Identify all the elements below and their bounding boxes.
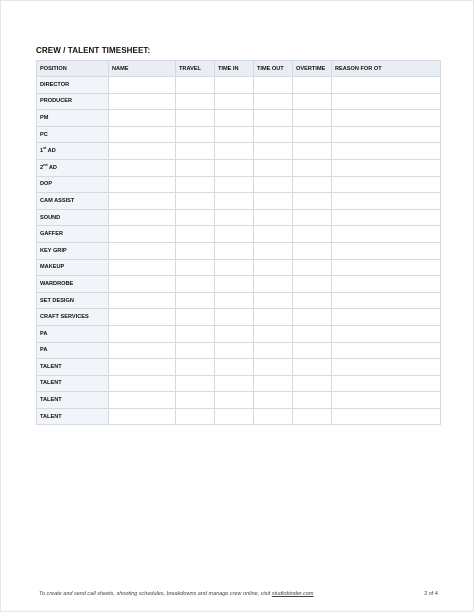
name-cell[interactable] [109, 143, 176, 160]
header-row [37, 61, 441, 77]
position-label: KEY GRIP [40, 247, 67, 254]
time-in-cell[interactable] [215, 359, 254, 376]
travel-cell[interactable] [176, 77, 215, 94]
time-out-cell[interactable] [254, 408, 293, 425]
time-in-cell[interactable] [215, 209, 254, 226]
table-row [37, 276, 441, 293]
name-cell[interactable] [109, 309, 176, 326]
col-time-out: TIME OUT [254, 61, 293, 77]
reason-cell[interactable] [332, 110, 441, 127]
time-out-cell[interactable] [254, 159, 293, 176]
reason-cell[interactable] [332, 176, 441, 193]
time-out-cell[interactable] [254, 325, 293, 342]
position-label: DIRECTOR [40, 81, 70, 88]
position-cell [37, 159, 109, 176]
travel-cell[interactable] [176, 242, 215, 259]
ordinal-suffix: nd [43, 162, 48, 167]
position-label: PRODUCER [40, 98, 73, 105]
table-row [37, 359, 441, 376]
reason-cell[interactable] [332, 292, 441, 309]
time-in-cell[interactable] [215, 159, 254, 176]
position-label: MAKEUP [40, 264, 65, 271]
time-in-cell[interactable] [215, 77, 254, 94]
time-in-cell[interactable] [215, 259, 254, 276]
name-cell[interactable] [109, 259, 176, 276]
travel-cell[interactable] [176, 276, 215, 293]
overtime-cell[interactable] [293, 342, 332, 359]
name-cell[interactable] [109, 242, 176, 259]
position-label-tail: AD [47, 164, 57, 171]
time-out-cell[interactable] [254, 209, 293, 226]
travel-cell[interactable] [176, 93, 215, 110]
reason-cell[interactable] [332, 408, 441, 425]
position-cell [37, 375, 109, 392]
name-cell[interactable] [109, 375, 176, 392]
col-overtime: OVERTIME [293, 61, 332, 77]
position-label: SET DESIGN [40, 297, 74, 304]
time-in-cell[interactable] [215, 276, 254, 293]
footer-link[interactable]: studiobinder.com [271, 591, 314, 597]
travel-cell[interactable] [176, 392, 215, 409]
position-cell [37, 93, 109, 110]
overtime-cell[interactable] [293, 242, 332, 259]
name-cell[interactable] [109, 392, 176, 409]
col-reason-for-ot: REASON FOR OT [332, 61, 441, 77]
reason-cell[interactable] [332, 209, 441, 226]
time-out-cell[interactable] [254, 93, 293, 110]
table-row [37, 408, 441, 425]
table-row [37, 93, 441, 110]
time-in-cell[interactable] [215, 375, 254, 392]
name-cell[interactable] [109, 359, 176, 376]
reason-cell[interactable] [332, 93, 441, 110]
time-out-cell[interactable] [254, 359, 293, 376]
position-cell [37, 226, 109, 243]
time-in-cell[interactable] [215, 242, 254, 259]
table-row [37, 342, 441, 359]
overtime-cell[interactable] [293, 325, 332, 342]
name-cell[interactable] [109, 292, 176, 309]
time-out-cell[interactable] [254, 392, 293, 409]
time-in-cell[interactable] [215, 176, 254, 193]
time-out-cell[interactable] [254, 276, 293, 293]
position-label: TALENT [40, 363, 62, 370]
travel-cell[interactable] [176, 226, 215, 243]
name-cell[interactable] [109, 226, 176, 243]
reason-cell[interactable] [332, 226, 441, 243]
time-in-cell[interactable] [215, 325, 254, 342]
reason-cell[interactable] [332, 276, 441, 293]
overtime-cell[interactable] [293, 93, 332, 110]
reason-cell[interactable] [332, 126, 441, 143]
footer-text: To create and send call sheets, shooting schedules, breakdowns and manage crew online, visit [39, 591, 272, 597]
position-cell [37, 110, 109, 127]
position-label: CAM ASSIST [40, 197, 75, 204]
name-cell[interactable] [109, 325, 176, 342]
name-cell[interactable] [109, 276, 176, 293]
time-out-cell[interactable] [254, 242, 293, 259]
time-out-cell[interactable] [254, 143, 293, 160]
time-in-cell[interactable] [215, 408, 254, 425]
name-cell[interactable] [109, 110, 176, 127]
position-cell [37, 143, 109, 160]
position-cell [37, 126, 109, 143]
reason-cell[interactable] [332, 77, 441, 94]
travel-cell[interactable] [176, 359, 215, 376]
position-label-tail: AD [46, 148, 56, 155]
position-label: SOUND [40, 214, 61, 221]
travel-cell[interactable] [176, 292, 215, 309]
table-row [37, 209, 441, 226]
overtime-cell[interactable] [293, 392, 332, 409]
ordinal-suffix: st [43, 146, 47, 151]
position-cell [37, 309, 109, 326]
time-in-cell[interactable] [215, 193, 254, 210]
col-travel: TRAVEL [176, 61, 215, 77]
footer-note [39, 591, 441, 597]
position-label: TALENT [40, 413, 62, 420]
name-cell[interactable] [109, 193, 176, 210]
travel-cell[interactable] [176, 408, 215, 425]
position-cell [37, 242, 109, 259]
position-cell [37, 325, 109, 342]
table-row [37, 292, 441, 309]
reason-cell[interactable] [332, 375, 441, 392]
time-out-cell[interactable] [254, 126, 293, 143]
table-row [37, 159, 441, 176]
table-row [37, 325, 441, 342]
position-label: CRAFT SERVICES [40, 314, 89, 321]
position-cell [37, 408, 109, 425]
position-label: GAFFER [40, 231, 63, 238]
overtime-cell[interactable] [293, 226, 332, 243]
position-label: PA [40, 347, 48, 354]
overtime-cell[interactable] [293, 408, 332, 425]
time-in-cell[interactable] [215, 342, 254, 359]
overtime-cell[interactable] [293, 309, 332, 326]
travel-cell[interactable] [176, 342, 215, 359]
reason-cell[interactable] [332, 309, 441, 326]
reason-cell[interactable] [332, 392, 441, 409]
timesheet-title: CREW / TALENT TIMESHEET: [36, 46, 151, 55]
time-in-cell[interactable] [215, 309, 254, 326]
position-cell [37, 276, 109, 293]
reason-cell[interactable] [332, 259, 441, 276]
reason-cell[interactable] [332, 159, 441, 176]
reason-cell[interactable] [332, 193, 441, 210]
position-cell [37, 292, 109, 309]
position-label: TALENT [40, 380, 62, 387]
table-row [37, 126, 441, 143]
name-cell[interactable] [109, 209, 176, 226]
overtime-cell[interactable] [293, 110, 332, 127]
table-row [37, 193, 441, 210]
timesheet-table [36, 60, 441, 425]
position-label: PA [40, 330, 48, 337]
overtime-cell[interactable] [293, 375, 332, 392]
overtime-cell[interactable] [293, 77, 332, 94]
table-row [37, 259, 441, 276]
table-row [37, 375, 441, 392]
name-cell[interactable] [109, 159, 176, 176]
position-label: 1 [40, 148, 44, 155]
time-in-cell[interactable] [215, 93, 254, 110]
overtime-cell[interactable] [293, 159, 332, 176]
overtime-cell[interactable] [293, 193, 332, 210]
name-cell[interactable] [109, 93, 176, 110]
time-out-cell[interactable] [254, 375, 293, 392]
travel-cell[interactable] [176, 110, 215, 127]
name-cell[interactable] [109, 126, 176, 143]
overtime-cell[interactable] [293, 276, 332, 293]
name-cell[interactable] [109, 176, 176, 193]
time-out-cell[interactable] [254, 110, 293, 127]
page-number: 2 of 4 [424, 591, 438, 597]
position-label: WARDROBE [40, 280, 74, 287]
travel-cell[interactable] [176, 159, 215, 176]
name-cell[interactable] [109, 77, 176, 94]
position-cell [37, 193, 109, 210]
table-row [37, 309, 441, 326]
name-cell[interactable] [109, 408, 176, 425]
col-time-in: TIME IN [215, 61, 254, 77]
position-cell [37, 176, 109, 193]
overtime-cell[interactable] [293, 143, 332, 160]
reason-cell[interactable] [332, 143, 441, 160]
travel-cell[interactable] [176, 126, 215, 143]
travel-cell[interactable] [176, 325, 215, 342]
time-out-cell[interactable] [254, 226, 293, 243]
overtime-cell[interactable] [293, 209, 332, 226]
reason-cell[interactable] [332, 242, 441, 259]
travel-cell[interactable] [176, 375, 215, 392]
table-row [37, 392, 441, 409]
table-row [37, 143, 441, 160]
time-out-cell[interactable] [254, 309, 293, 326]
position-label: TALENT [40, 397, 62, 404]
position-cell [37, 77, 109, 94]
time-out-cell[interactable] [254, 176, 293, 193]
overtime-cell[interactable] [293, 259, 332, 276]
col-position: POSITION [37, 61, 109, 77]
travel-cell[interactable] [176, 193, 215, 210]
table-row [37, 242, 441, 259]
overtime-cell[interactable] [293, 126, 332, 143]
time-out-cell[interactable] [254, 77, 293, 94]
overtime-cell[interactable] [293, 176, 332, 193]
table-row [37, 226, 441, 243]
position-label: PM [40, 114, 49, 121]
travel-cell[interactable] [176, 143, 215, 160]
time-in-cell[interactable] [215, 226, 254, 243]
reason-cell[interactable] [332, 325, 441, 342]
travel-cell[interactable] [176, 309, 215, 326]
col-name: NAME [109, 61, 176, 77]
overtime-cell[interactable] [293, 359, 332, 376]
position-cell [37, 359, 109, 376]
time-in-cell[interactable] [215, 392, 254, 409]
time-out-cell[interactable] [254, 259, 293, 276]
position-label: DOP [40, 181, 53, 188]
position-label: 2 [40, 164, 44, 171]
time-out-cell[interactable] [254, 193, 293, 210]
table-row [37, 176, 441, 193]
time-in-cell[interactable] [215, 126, 254, 143]
travel-cell[interactable] [176, 209, 215, 226]
name-cell[interactable] [109, 342, 176, 359]
time-in-cell[interactable] [215, 110, 254, 127]
position-cell [37, 259, 109, 276]
travel-cell[interactable] [176, 259, 215, 276]
time-out-cell[interactable] [254, 292, 293, 309]
table-row [37, 77, 441, 94]
time-out-cell[interactable] [254, 342, 293, 359]
table-row [37, 110, 441, 127]
travel-cell[interactable] [176, 176, 215, 193]
time-in-cell[interactable] [215, 143, 254, 160]
position-cell [37, 392, 109, 409]
position-label: PC [40, 131, 48, 138]
reason-cell[interactable] [332, 342, 441, 359]
position-cell [37, 342, 109, 359]
time-in-cell[interactable] [215, 292, 254, 309]
reason-cell[interactable] [332, 359, 441, 376]
position-cell [37, 209, 109, 226]
overtime-cell[interactable] [293, 292, 332, 309]
